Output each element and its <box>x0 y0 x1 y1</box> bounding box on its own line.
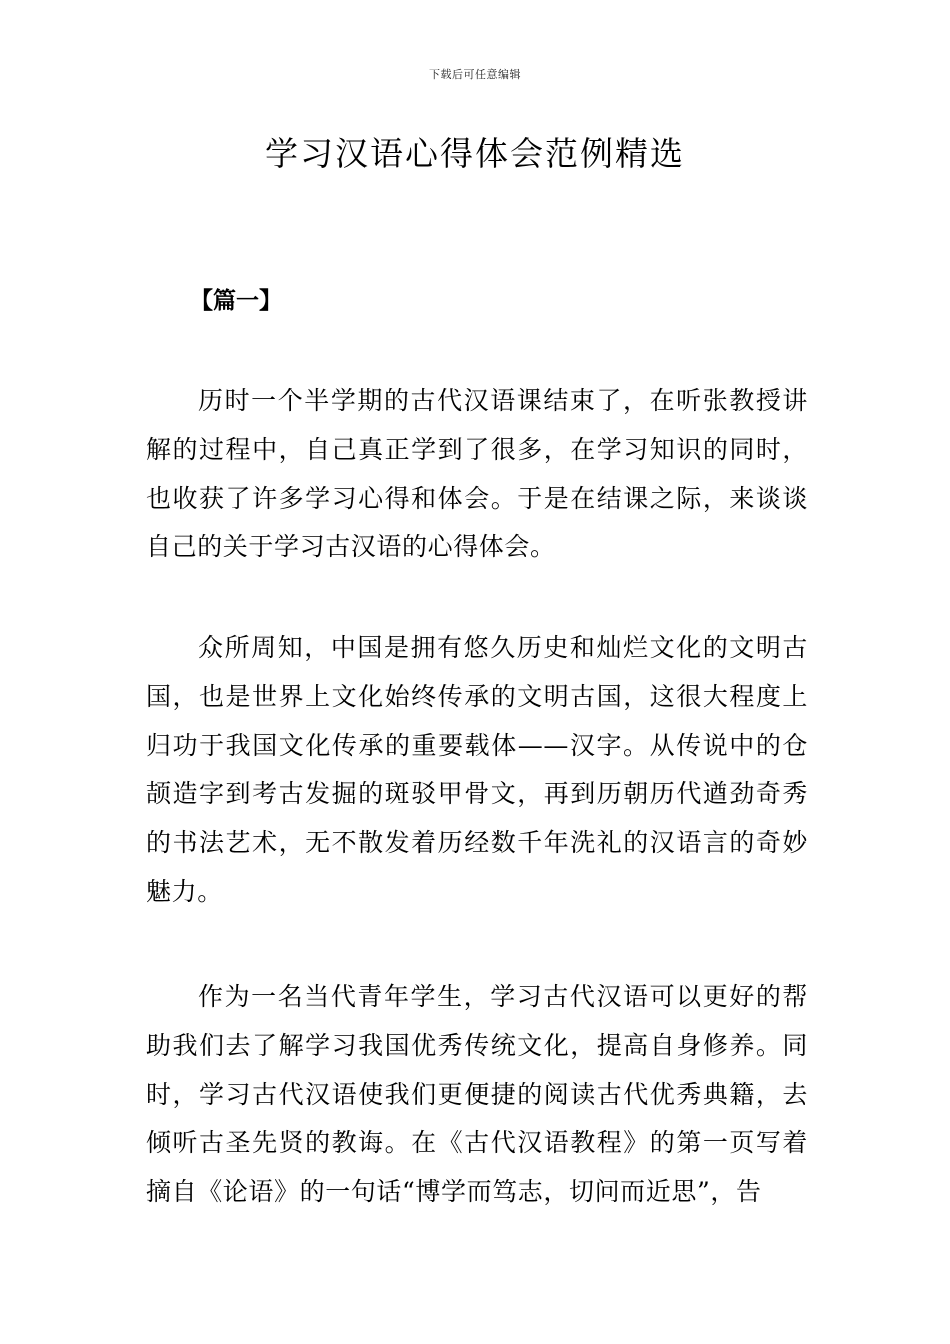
header-note: 下载后可任意编辑 <box>429 68 521 81</box>
section-label: 【篇一】 <box>190 288 282 314</box>
paragraph-1: 历时一个半学期的古代汉语课结束了，在听张教授讲解的过程中，自己真正学到了很多，在学习知识的同时，也收获了许多学习心得和体会。于是在结课之际，来谈谈自己的关于学习古汉语的心得体会。 <box>146 386 808 562</box>
document-title: 学习汉语心得体会范例精选 <box>265 134 685 173</box>
paragraph-3: 作为一名当代青年学生，学习古代汉语可以更好的帮助我们去了解学习我国优秀传统文化，提高自身修养。同时，学习古代汉语使我们更便捷的阅读古代优秀典籍，去倾听古圣先贤的教诲。在《古代汉语教程》的第一页写着摘自《论语》的一句话“博学而笃志，切问而近思”，告 <box>146 982 808 1207</box>
paragraph-2: 众所周知，中国是拥有悠久历史和灿烂文化的文明古国，也是世界上文化始终传承的文明古国，这很大程度上归功于我国文化传承的重要载体——汉字。从传说中的仓颉造字到考古发掘的斑驳甲骨文，再到历朝历代遒劲奇秀的书法艺术，无不散发着历经数千年洗礼的汉语言的奇妙魅力。 <box>146 633 808 906</box>
